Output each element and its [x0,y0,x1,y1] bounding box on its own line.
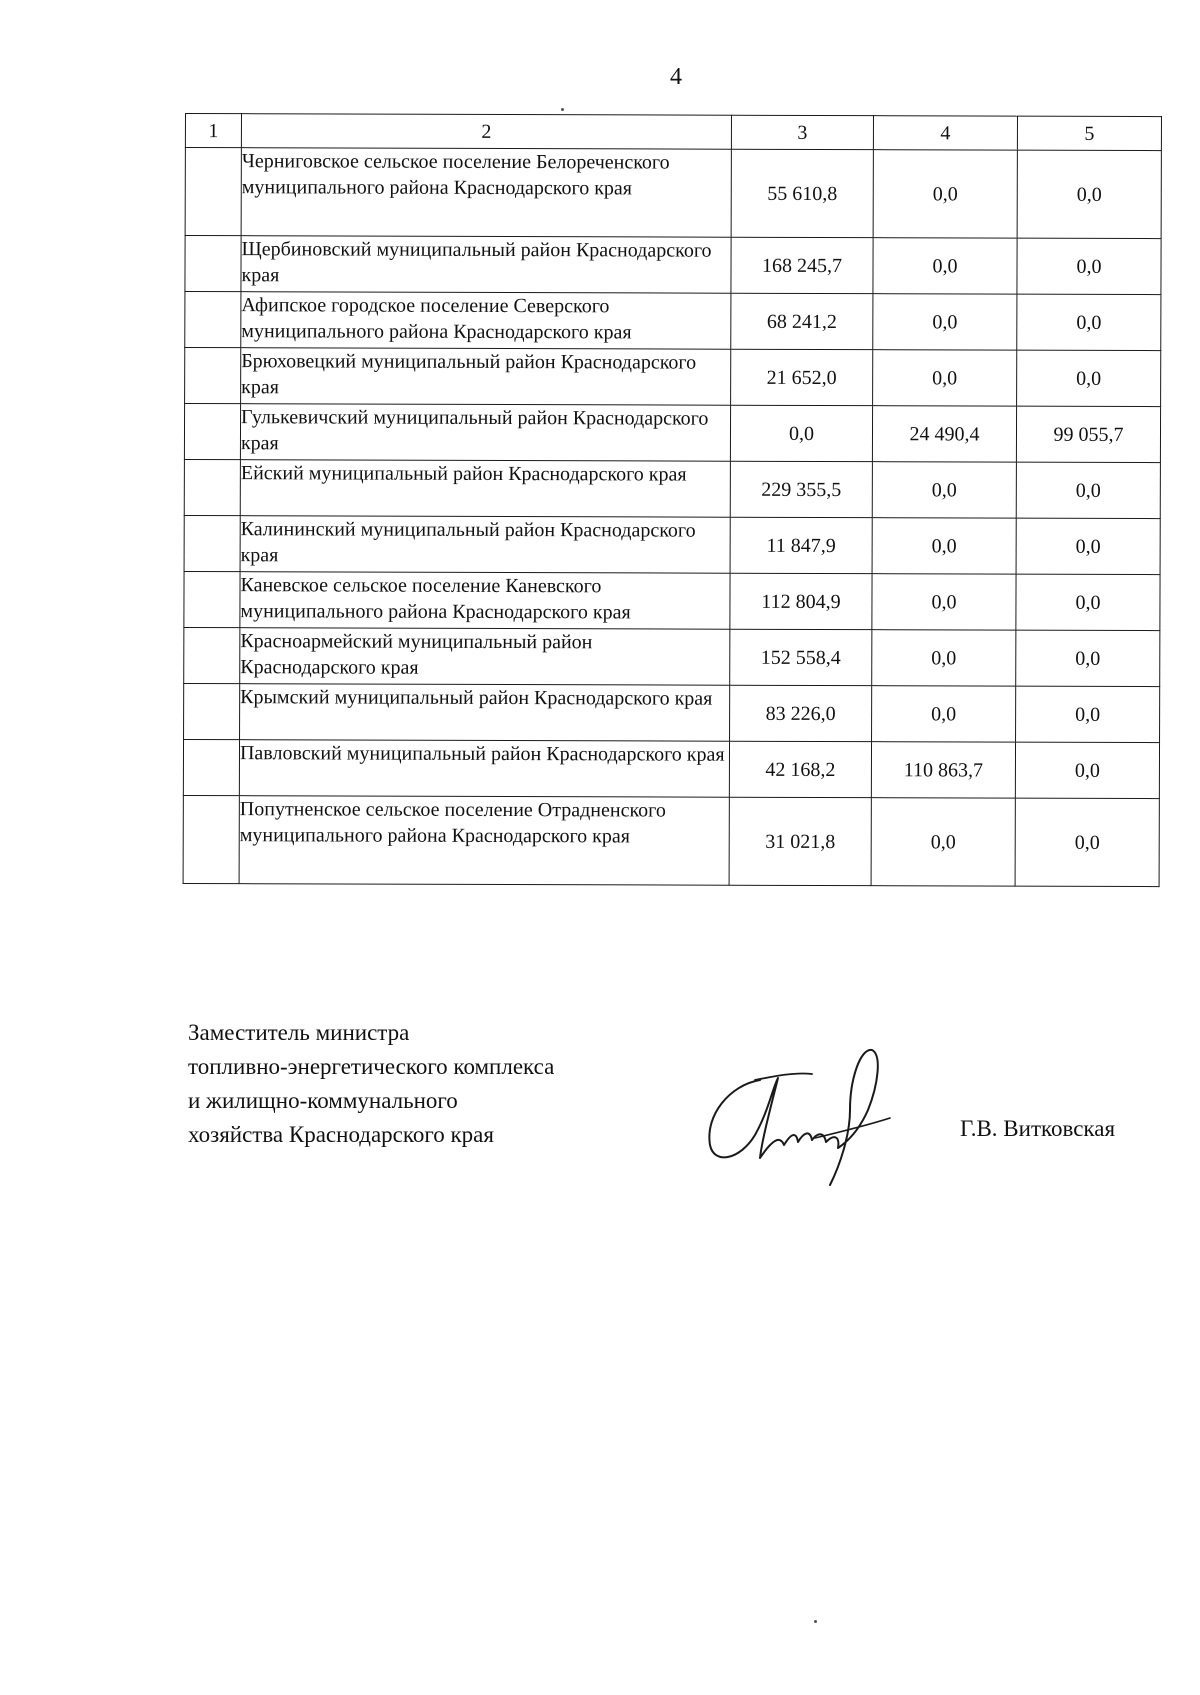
row-number [185,348,241,404]
value-col-5: 0,0 [1017,238,1161,294]
value-col-3: 229 355,5 [730,461,872,517]
recipient-name: Крымский муниципальный район Краснодарского края [240,684,730,742]
value-col-3: 83 226,0 [730,685,872,741]
value-col-4: 110 863,7 [871,742,1015,798]
row-number [185,148,241,236]
value-col-5: 0,0 [1015,742,1159,798]
scan-speck [814,1620,817,1623]
recipient-name: Черниговское сельское поселение Белореченского муниципального района Краснодарского края [241,148,731,238]
row-number [184,571,240,627]
header-col-1: 1 [185,114,241,148]
value-col-4: 0,0 [872,574,1016,630]
value-col-5: 0,0 [1017,350,1161,406]
value-col-4: 0,0 [873,350,1017,406]
recipient-name: Калининский муниципальный район Краснодарского края [240,516,730,574]
value-col-3: 168 245,7 [731,237,873,293]
data-table-container [183,113,1161,887]
page-number: 4 [670,64,682,90]
value-col-4: 24 490,4 [872,406,1016,462]
recipient-name: Красноармейский муниципальный район Краснодарского края [240,628,730,686]
signatory-title-line: Заместитель министра [188,1020,410,1045]
table-row [184,571,1160,630]
recipient-name: Брюховецкий муниципальный район Краснодарского края [241,348,731,406]
recipient-name: Щербиновский муниципальный район Краснодарского края [241,236,731,294]
value-col-4: 0,0 [872,462,1016,518]
row-number [185,292,241,348]
signatory-title-line: топливно-энергетического комплекса [188,1054,555,1079]
value-col-4: 0,0 [873,294,1017,350]
table-row [184,459,1160,518]
value-col-4: 0,0 [873,150,1017,238]
recipient-name: Каневское сельское поселение Каневского муниципального района Краснодарского края [240,572,730,630]
value-col-5: 0,0 [1016,462,1160,518]
value-col-3: 68 241,2 [731,293,873,349]
scan-speck [561,108,564,111]
value-col-3: 21 652,0 [731,349,873,405]
recipient-name: Гулькевичский муниципальный район Краснодарского края [240,404,730,462]
signatory-title-line: хозяйства Краснодарского края [188,1122,494,1147]
row-number [183,739,239,795]
table-row [185,236,1161,295]
recipient-name: Попутненское сельское поселение Отрадненского муниципального района Краснодарского края [239,796,729,886]
value-col-3: 152 558,4 [730,629,872,685]
value-col-4: 0,0 [871,798,1015,886]
value-col-4: 0,0 [872,518,1016,574]
header-col-2: 2 [241,114,731,150]
header-col-3: 3 [731,115,873,149]
recipient-name: Афипское городское поселение Северского муниципального района Краснодарского края [241,292,731,350]
value-col-4: 0,0 [872,686,1016,742]
row-number [184,627,240,683]
handwritten-signature [700,1040,910,1190]
value-col-5: 0,0 [1017,294,1161,350]
row-number [184,515,240,571]
value-col-3: 55 610,8 [731,149,873,237]
value-col-3: 31 021,8 [729,797,871,885]
recipient-name: Павловский муниципальный район Краснодарского края [239,740,729,798]
value-col-5: 0,0 [1016,574,1160,630]
value-col-5: 0,0 [1017,150,1161,238]
signatory-title-line: и жилищно-коммунального [188,1088,458,1113]
value-col-5: 0,0 [1015,798,1159,886]
signatory-name: Г.В. Витковская [960,1116,1116,1141]
table-row [183,795,1159,886]
table-row [185,292,1161,351]
value-col-3: 0,0 [730,405,872,461]
value-col-5: 0,0 [1016,686,1160,742]
data-table [183,113,1162,887]
signatory-title [188,1016,554,1152]
row-number [184,404,240,460]
table-row [184,404,1160,463]
value-col-3: 11 847,9 [730,517,872,573]
value-col-5: 0,0 [1016,518,1160,574]
row-number [184,683,240,739]
table-row [184,515,1160,574]
value-col-5: 99 055,7 [1016,406,1160,462]
value-col-5: 0,0 [1016,630,1160,686]
value-col-4: 0,0 [872,630,1016,686]
table-row [184,627,1160,686]
value-col-3: 112 804,9 [730,573,872,629]
header-col-4: 4 [873,116,1017,150]
value-col-4: 0,0 [873,238,1017,294]
row-number [183,795,239,883]
table-row [184,683,1160,742]
table-row [185,348,1161,407]
value-col-3: 42 168,2 [729,741,871,797]
table-row [185,148,1161,239]
row-number [185,236,241,292]
recipient-name: Ейский муниципальный район Краснодарского края [240,460,730,518]
row-number [184,459,240,515]
header-col-5: 5 [1017,116,1161,150]
table-header-row [185,114,1161,151]
table-row [183,739,1159,798]
